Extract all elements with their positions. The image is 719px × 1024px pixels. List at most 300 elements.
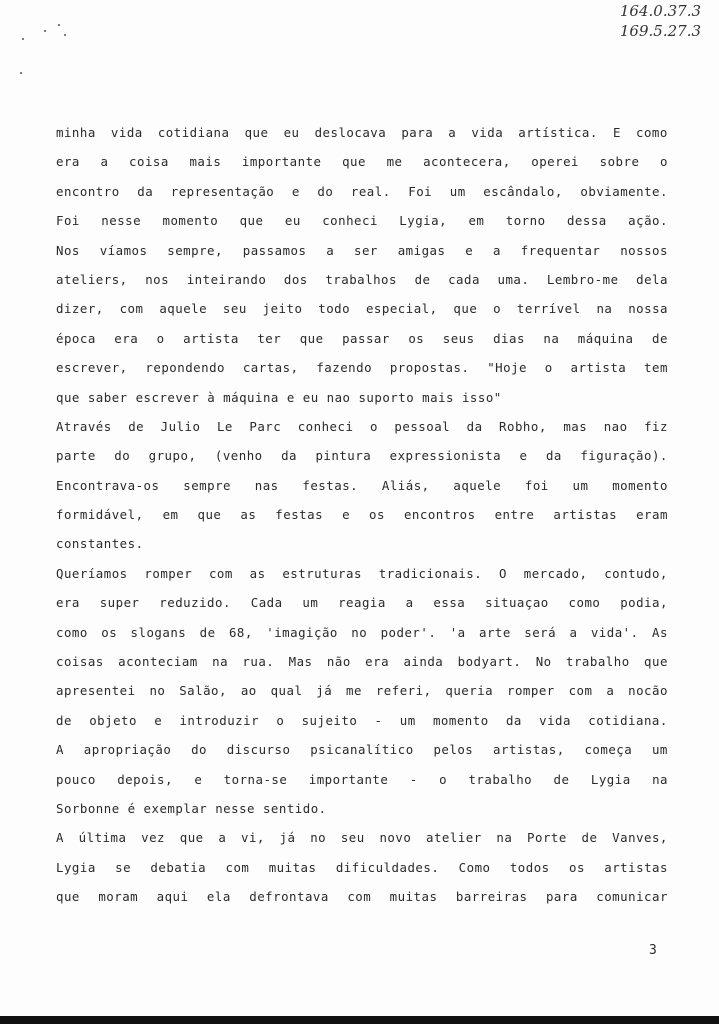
word: me: [346, 683, 362, 699]
word: -: [374, 712, 383, 728]
word: era: [114, 330, 139, 346]
word: que: [197, 507, 222, 523]
word: mercado,: [523, 565, 588, 581]
word: discurso: [226, 742, 291, 758]
word: Lembro-me: [546, 271, 619, 287]
word: referi,: [375, 683, 432, 699]
word: e: [519, 448, 528, 464]
word: fiz: [644, 418, 668, 434]
word: escrever,: [56, 360, 128, 376]
word: sempre,: [167, 242, 223, 258]
text-line: [56, 706, 668, 735]
word: já: [316, 683, 333, 699]
word: nossa: [628, 301, 668, 317]
word: eram: [636, 507, 668, 523]
word: -: [409, 771, 418, 787]
word: introduzir: [179, 712, 260, 728]
word: o: [276, 712, 285, 728]
word: momento: [612, 477, 668, 493]
text-line: [56, 118, 668, 147]
text-line: [56, 618, 668, 647]
word: nas: [254, 477, 279, 493]
text-line: [56, 294, 668, 323]
word: a: [405, 595, 414, 611]
word: fazendo: [316, 360, 373, 376]
text-line: [56, 206, 668, 235]
word: como: [636, 125, 668, 140]
word: Nos: [56, 242, 80, 258]
word: Através: [56, 418, 112, 434]
word: 'a: [449, 624, 466, 640]
word: importante: [241, 154, 322, 170]
word: Encontrava-os: [56, 477, 160, 493]
word: depois,: [117, 771, 173, 787]
text-line: [56, 353, 668, 382]
word: me: [386, 154, 403, 170]
word: a: [100, 154, 109, 170]
word: torno: [505, 213, 546, 229]
word: ter: [257, 330, 282, 346]
word: passamos: [242, 242, 307, 258]
word: festas.: [302, 477, 359, 493]
word: um: [572, 477, 589, 493]
word: do: [317, 183, 334, 199]
word: encontro: [56, 183, 120, 199]
text-line: [56, 236, 668, 265]
word: trabalho: [468, 771, 533, 787]
word: o: [493, 301, 502, 317]
word: especial,: [365, 301, 438, 317]
word: Foi: [408, 183, 433, 199]
word: vida: [471, 125, 504, 140]
word: parte: [56, 448, 96, 464]
word: e: [465, 242, 474, 258]
word: na: [496, 830, 513, 846]
word: nesse: [101, 213, 142, 229]
word: não: [326, 654, 351, 670]
word: com: [208, 565, 233, 581]
word: Porte: [527, 830, 567, 846]
word: pelos: [433, 742, 474, 758]
word: sempre: [183, 477, 231, 493]
word: figuração).: [580, 448, 668, 464]
word: Mas: [288, 654, 313, 670]
word: do: [114, 448, 131, 464]
word: Lygia: [56, 859, 96, 875]
word: tem: [644, 360, 668, 376]
word: apresentei: [56, 683, 136, 699]
word: com: [568, 683, 593, 699]
word: para: [545, 889, 578, 905]
word: as: [240, 507, 257, 523]
word: comunicar: [596, 889, 668, 905]
word: aquele: [159, 301, 208, 317]
word: grupo,: [148, 448, 197, 464]
word: atelier: [425, 830, 482, 846]
word: máquina: [577, 330, 634, 346]
word: a: [569, 624, 578, 640]
word: A: [56, 742, 64, 758]
word: frequentar: [520, 242, 601, 258]
word: que: [56, 889, 80, 905]
word: um: [449, 183, 466, 199]
word: queria: [445, 683, 494, 699]
word: Robho,: [499, 418, 547, 434]
word: dizer,: [56, 301, 104, 317]
word: dias: [493, 330, 525, 346]
word: situaçao: [485, 595, 549, 611]
word: Queríamos: [56, 565, 128, 581]
ink-speck: [20, 72, 22, 74]
word: o: [439, 771, 448, 787]
word: foi: [524, 477, 549, 493]
text-line: [56, 324, 668, 353]
word: nos: [145, 271, 170, 287]
word: No: [535, 654, 552, 670]
word: na: [212, 654, 229, 670]
ink-speck: [64, 34, 66, 36]
word: conheci: [297, 418, 354, 434]
word: a: [493, 242, 501, 258]
word: romper: [144, 565, 193, 581]
word: ação.: [628, 213, 668, 229]
word: de: [652, 330, 668, 346]
scan-bottom-edge: [0, 1016, 719, 1024]
word: sujeito: [301, 712, 358, 728]
word: época: [56, 330, 96, 346]
word: vida: [110, 125, 143, 140]
text-line: [56, 823, 668, 852]
word: novo: [379, 830, 412, 846]
word: os: [408, 330, 425, 346]
word: inteirando: [186, 271, 267, 287]
word: será: [524, 624, 557, 640]
word: muitas: [268, 859, 317, 875]
word: acontecera,: [423, 154, 511, 170]
text-line: constantes.: [56, 536, 144, 552]
word: da: [281, 448, 297, 464]
text-line: [56, 588, 668, 617]
word: trabalhos: [325, 271, 397, 287]
word: víamos: [99, 242, 148, 258]
word: Salão,: [179, 683, 227, 699]
word: que: [179, 830, 204, 846]
word: arte: [479, 624, 511, 640]
text-line: que saber escrever à máquina e eu nao suporto mais isso": [56, 389, 502, 405]
word: e: [194, 771, 203, 787]
word: de: [414, 271, 431, 287]
word: com: [119, 301, 144, 317]
word: o: [660, 154, 668, 170]
word: propostas.: [389, 360, 470, 376]
word: apropriação: [83, 742, 172, 758]
word: reagia: [338, 595, 386, 611]
word: Como: [458, 859, 491, 875]
word: barreiras: [455, 889, 528, 905]
word: cotidiana.: [588, 712, 668, 728]
word: um: [302, 595, 319, 611]
word: mais: [189, 154, 222, 170]
word: vida: [539, 712, 571, 728]
word: o: [369, 418, 378, 434]
word: a: [448, 125, 457, 140]
word: os: [369, 507, 385, 523]
text-line: [56, 647, 668, 676]
word: debatia: [150, 859, 207, 875]
word: contudo,: [604, 565, 668, 581]
word: que: [244, 125, 269, 140]
word: 'imagição: [266, 624, 338, 640]
word: seu: [222, 301, 247, 317]
word: Parc: [249, 418, 282, 434]
word: uma.: [497, 271, 530, 287]
word: jeito: [262, 301, 303, 317]
word: de: [581, 830, 598, 846]
word: estruturas: [282, 565, 362, 581]
word: dessa: [566, 213, 607, 229]
word: na: [543, 330, 560, 346]
word: trabalho: [565, 654, 630, 670]
text-line: [56, 676, 668, 705]
word: minha: [56, 125, 96, 140]
word: 68,: [228, 624, 253, 640]
handwritten-annotation: 164.0.37.3: [619, 2, 701, 20]
word: momento: [162, 213, 219, 229]
word: e: [291, 183, 300, 199]
word: todo: [318, 301, 351, 317]
word: que: [299, 330, 324, 346]
text-line: [56, 412, 668, 441]
word: a: [606, 683, 615, 699]
text-line: [56, 765, 668, 794]
word: um: [651, 742, 668, 758]
word: coisas: [56, 654, 104, 670]
word: seus: [442, 330, 475, 346]
text-line: Sorbonne é exemplar nesse sentido.: [56, 800, 327, 816]
word: coisa: [129, 154, 169, 170]
word: na: [596, 301, 613, 317]
word: torna-se: [223, 771, 288, 787]
word: no: [351, 624, 368, 640]
word: muitas: [389, 889, 438, 905]
word: em: [468, 213, 485, 229]
word: que: [239, 213, 264, 229]
word: encontros: [403, 507, 476, 523]
word: Lygia: [590, 771, 631, 787]
word: artista: [570, 360, 627, 376]
text-line: [56, 500, 668, 529]
word: de: [553, 771, 570, 787]
ink-speck: [58, 24, 60, 26]
word: e: [154, 712, 163, 728]
word: deslocava: [314, 125, 387, 140]
word: tradicionais.: [378, 565, 483, 581]
word: conheci: [322, 213, 378, 229]
word: os: [569, 859, 585, 875]
word: formidável,: [56, 507, 144, 523]
word: repondendo: [145, 360, 226, 376]
word: cartas,: [242, 360, 299, 376]
word: dificuldades.: [335, 859, 440, 875]
word: nossos: [620, 242, 668, 258]
word: era: [56, 595, 80, 611]
word: como: [568, 595, 601, 611]
word: era: [365, 654, 390, 670]
word: poder'.: [380, 624, 437, 640]
word: ela: [206, 889, 231, 905]
word: essa: [433, 595, 466, 611]
text-line: [56, 735, 668, 764]
word: slogans: [130, 624, 187, 640]
word: era: [56, 154, 80, 170]
word: Julio: [160, 418, 201, 434]
text-line: [56, 147, 668, 176]
word: se: [115, 859, 132, 875]
word: reduzido.: [159, 595, 231, 611]
word: As: [652, 624, 668, 640]
word: aconteciam: [118, 654, 198, 670]
text-line: [56, 471, 668, 500]
word: da: [137, 183, 154, 199]
word: aqui: [156, 889, 189, 905]
word: artistas: [553, 507, 618, 523]
word: ser: [354, 242, 378, 258]
word: na: [652, 771, 668, 787]
word: representação: [170, 183, 275, 199]
word: cotidiana: [157, 125, 230, 140]
word: romper: [506, 683, 555, 699]
word: O: [499, 565, 507, 581]
word: Cada: [250, 595, 283, 611]
word: escândalo,: [483, 183, 563, 199]
word: Aliás,: [381, 477, 430, 493]
word: podia,: [620, 595, 668, 611]
word: os: [101, 624, 118, 640]
word: eu: [283, 125, 300, 140]
word: (venho: [214, 448, 263, 464]
typed-body-text: [56, 118, 668, 912]
word: entre: [494, 507, 535, 523]
word: artista: [183, 330, 239, 346]
word: o: [544, 360, 553, 376]
word: operei: [531, 154, 580, 170]
word: seu: [340, 830, 365, 846]
text-line: [56, 177, 668, 206]
word: "Hoje: [487, 360, 528, 376]
word: defrontava: [249, 889, 329, 905]
word: as: [249, 565, 266, 581]
word: expressionista: [389, 448, 502, 464]
word: E: [612, 125, 621, 140]
word: o: [156, 330, 165, 346]
word: do: [191, 742, 207, 758]
word: importante: [308, 771, 389, 787]
word: amigas: [397, 242, 446, 258]
word: que: [453, 301, 478, 317]
word: de: [199, 624, 216, 640]
word: da: [466, 418, 483, 434]
word: momento: [432, 712, 489, 728]
text-line: [56, 265, 668, 294]
word: em: [162, 507, 179, 523]
word: no: [310, 830, 327, 846]
word: super: [99, 595, 140, 611]
word: moram: [98, 889, 139, 905]
word: Vanves,: [612, 830, 668, 846]
word: a: [218, 830, 227, 846]
word: A: [56, 830, 64, 846]
ink-speck: [22, 38, 24, 40]
word: dela: [636, 271, 668, 287]
word: eu: [284, 213, 301, 229]
word: festas: [275, 507, 324, 523]
text-line: [56, 882, 668, 911]
word: da: [505, 712, 522, 728]
word: Le: [216, 418, 233, 434]
word: psicanalítico: [310, 742, 414, 758]
word: mas: [563, 418, 588, 434]
word: ao: [240, 683, 257, 699]
word: todos: [509, 859, 550, 875]
text-line: [56, 559, 668, 588]
word: objeto: [89, 712, 137, 728]
word: vi,: [241, 830, 265, 846]
word: que: [644, 654, 668, 670]
word: começa: [584, 742, 633, 758]
word: no: [149, 683, 166, 699]
word: bodyart.: [457, 654, 522, 670]
word: obviamente.: [580, 183, 668, 199]
word: artística.: [518, 125, 598, 140]
word: da: [545, 448, 562, 464]
word: pessoal: [394, 418, 451, 434]
word: como: [56, 624, 88, 640]
word: com: [225, 859, 250, 875]
word: de: [128, 418, 145, 434]
word: Lygia,: [399, 213, 448, 229]
word: terrível: [516, 301, 581, 317]
word: com: [347, 889, 372, 905]
word: pouco: [56, 771, 96, 787]
word: cada: [448, 271, 480, 287]
word: real.: [350, 183, 391, 199]
word: para: [401, 125, 434, 140]
page-number: 3: [649, 943, 657, 958]
word: que: [342, 154, 366, 170]
text-line: [56, 441, 668, 470]
word: Foi: [56, 213, 80, 229]
word: ateliers,: [56, 271, 128, 287]
word: rua.: [242, 654, 275, 670]
word: última: [78, 830, 127, 846]
word: vez: [141, 830, 166, 846]
word: nocão: [628, 683, 668, 699]
word: aquele: [453, 477, 502, 493]
word: passar: [342, 330, 390, 346]
ink-speck: [44, 30, 46, 32]
text-line: [56, 853, 668, 882]
word: um: [399, 712, 416, 728]
word: ainda: [403, 654, 444, 670]
handwritten-annotation: 169.5.27.3: [619, 22, 701, 40]
word: qual: [270, 683, 303, 699]
word: já: [279, 830, 296, 846]
word: de: [56, 712, 72, 728]
word: dos: [283, 271, 308, 287]
word: artistas,: [493, 742, 565, 758]
word: vida'.: [590, 624, 639, 640]
word: e: [342, 507, 351, 523]
